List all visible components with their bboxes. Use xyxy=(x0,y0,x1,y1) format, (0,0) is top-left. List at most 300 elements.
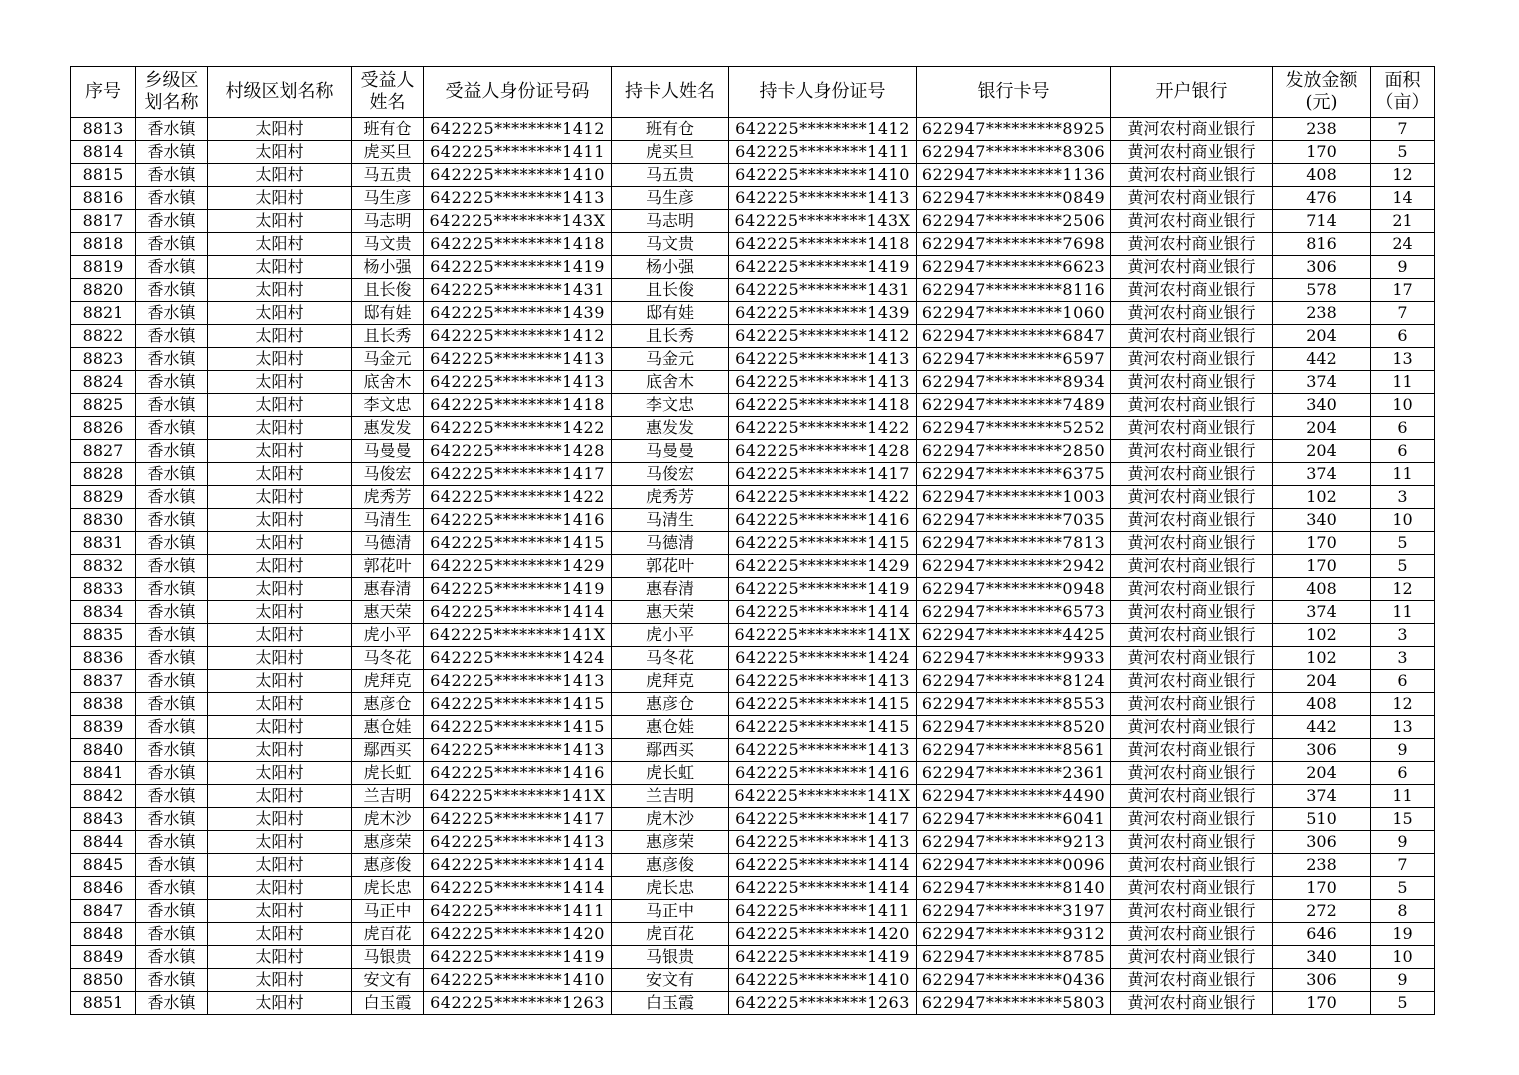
cell-serial: 8813 xyxy=(71,118,136,141)
col-header-area: 面积（亩） xyxy=(1371,67,1435,118)
cell-bank-card: 622947*********4490 xyxy=(917,785,1111,808)
cell-serial: 8842 xyxy=(71,785,136,808)
cell-township: 香水镇 xyxy=(136,647,208,670)
cell-village: 太阳村 xyxy=(208,486,352,509)
cell-village: 太阳村 xyxy=(208,210,352,233)
cell-village: 太阳村 xyxy=(208,440,352,463)
cell-beneficiary-name: 虎买旦 xyxy=(352,141,424,164)
cell-area: 5 xyxy=(1371,555,1435,578)
cell-bank: 黄河农村商业银行 xyxy=(1111,256,1273,279)
cell-area: 11 xyxy=(1371,371,1435,394)
cell-bank: 黄河农村商业银行 xyxy=(1111,279,1273,302)
cell-bank: 黄河农村商业银行 xyxy=(1111,624,1273,647)
cell-bank-card: 622947*********8925 xyxy=(917,118,1111,141)
cell-beneficiary-name: 虎长忠 xyxy=(352,877,424,900)
cell-area: 5 xyxy=(1371,992,1435,1015)
cell-amount: 102 xyxy=(1273,647,1371,670)
cell-beneficiary-name: 杨小强 xyxy=(352,256,424,279)
table-row xyxy=(71,325,1435,348)
cell-beneficiary-name: 且长俊 xyxy=(352,279,424,302)
cell-serial: 8850 xyxy=(71,969,136,992)
cell-bank: 黄河农村商业银行 xyxy=(1111,969,1273,992)
cell-serial: 8833 xyxy=(71,578,136,601)
cell-serial: 8847 xyxy=(71,900,136,923)
cell-village: 太阳村 xyxy=(208,716,352,739)
cell-township: 香水镇 xyxy=(136,923,208,946)
cell-bank: 黄河农村商业银行 xyxy=(1111,854,1273,877)
cell-beneficiary-name: 马志明 xyxy=(352,210,424,233)
cell-serial: 8840 xyxy=(71,739,136,762)
cell-township: 香水镇 xyxy=(136,164,208,187)
cell-beneficiary-name: 马文贵 xyxy=(352,233,424,256)
cell-township: 香水镇 xyxy=(136,555,208,578)
cell-beneficiary-id: 642225********1410 xyxy=(424,969,612,992)
cell-bank-card: 622947*********8553 xyxy=(917,693,1111,716)
cell-serial: 8822 xyxy=(71,325,136,348)
cell-cardholder-name: 虎拜克 xyxy=(612,670,729,693)
cell-bank: 黄河农村商业银行 xyxy=(1111,141,1273,164)
cell-serial: 8821 xyxy=(71,302,136,325)
cell-bank-card: 622947*********3197 xyxy=(917,900,1111,923)
table-row xyxy=(71,141,1435,164)
cell-bank: 黄河农村商业银行 xyxy=(1111,785,1273,808)
cell-beneficiary-name: 马曼曼 xyxy=(352,440,424,463)
cell-cardholder-name: 李文忠 xyxy=(612,394,729,417)
cell-village: 太阳村 xyxy=(208,164,352,187)
cell-beneficiary-name: 马生彦 xyxy=(352,187,424,210)
cell-bank-card: 622947*********5252 xyxy=(917,417,1111,440)
table-row xyxy=(71,164,1435,187)
cell-cardholder-name: 白玉霞 xyxy=(612,992,729,1015)
table-row xyxy=(71,647,1435,670)
cell-area: 19 xyxy=(1371,923,1435,946)
table-row xyxy=(71,279,1435,302)
cell-bank: 黄河农村商业银行 xyxy=(1111,716,1273,739)
cell-serial: 8843 xyxy=(71,808,136,831)
table-row xyxy=(71,900,1435,923)
cell-cardholder-name: 虎小平 xyxy=(612,624,729,647)
cell-cardholder-id: 642225********1417 xyxy=(729,463,917,486)
cell-serial: 8838 xyxy=(71,693,136,716)
cell-township: 香水镇 xyxy=(136,417,208,440)
table-row xyxy=(71,532,1435,555)
cell-serial: 8823 xyxy=(71,348,136,371)
cell-bank: 黄河农村商业银行 xyxy=(1111,900,1273,923)
cell-cardholder-name: 郭花叶 xyxy=(612,555,729,578)
cell-cardholder-name: 兰吉明 xyxy=(612,785,729,808)
cell-bank-card: 622947*********0436 xyxy=(917,969,1111,992)
cell-township: 香水镇 xyxy=(136,187,208,210)
table-row xyxy=(71,486,1435,509)
cell-serial: 8832 xyxy=(71,555,136,578)
cell-bank-card: 622947*********7489 xyxy=(917,394,1111,417)
cell-amount: 170 xyxy=(1273,992,1371,1015)
cell-beneficiary-id: 642225********1414 xyxy=(424,854,612,877)
cell-beneficiary-id: 642225********1263 xyxy=(424,992,612,1015)
cell-bank: 黄河农村商业银行 xyxy=(1111,440,1273,463)
cell-bank: 黄河农村商业银行 xyxy=(1111,578,1273,601)
cell-village: 太阳村 xyxy=(208,854,352,877)
cell-area: 12 xyxy=(1371,693,1435,716)
cell-serial: 8827 xyxy=(71,440,136,463)
cell-beneficiary-id: 642225********1410 xyxy=(424,164,612,187)
cell-village: 太阳村 xyxy=(208,785,352,808)
cell-cardholder-name: 惠春清 xyxy=(612,578,729,601)
cell-beneficiary-id: 642225********1420 xyxy=(424,923,612,946)
cell-beneficiary-id: 642225********1429 xyxy=(424,555,612,578)
cell-amount: 374 xyxy=(1273,785,1371,808)
cell-cardholder-id: 642225********1419 xyxy=(729,578,917,601)
cell-cardholder-id: 642225********1413 xyxy=(729,670,917,693)
cell-bank-card: 622947*********8520 xyxy=(917,716,1111,739)
cell-cardholder-name: 杨小强 xyxy=(612,256,729,279)
cell-bank-card: 622947*********1060 xyxy=(917,302,1111,325)
cell-beneficiary-id: 642225********1412 xyxy=(424,325,612,348)
cell-bank-card: 622947*********8561 xyxy=(917,739,1111,762)
cell-area: 17 xyxy=(1371,279,1435,302)
cell-area: 6 xyxy=(1371,325,1435,348)
cell-village: 太阳村 xyxy=(208,256,352,279)
cell-township: 香水镇 xyxy=(136,371,208,394)
cell-serial: 8816 xyxy=(71,187,136,210)
cell-amount: 408 xyxy=(1273,578,1371,601)
cell-cardholder-name: 安文有 xyxy=(612,969,729,992)
cell-cardholder-name: 马德清 xyxy=(612,532,729,555)
cell-cardholder-name: 虎买旦 xyxy=(612,141,729,164)
cell-beneficiary-name: 马冬花 xyxy=(352,647,424,670)
table-row xyxy=(71,210,1435,233)
cell-village: 太阳村 xyxy=(208,325,352,348)
cell-beneficiary-name: 鄢西买 xyxy=(352,739,424,762)
cell-area: 13 xyxy=(1371,716,1435,739)
cell-bank: 黄河农村商业银行 xyxy=(1111,923,1273,946)
table-row xyxy=(71,877,1435,900)
cell-amount: 374 xyxy=(1273,601,1371,624)
cell-bank-card: 622947*********8785 xyxy=(917,946,1111,969)
cell-amount: 578 xyxy=(1273,279,1371,302)
cell-amount: 238 xyxy=(1273,118,1371,141)
cell-bank: 黄河农村商业银行 xyxy=(1111,647,1273,670)
cell-township: 香水镇 xyxy=(136,325,208,348)
cell-beneficiary-id: 642225********1415 xyxy=(424,693,612,716)
cell-beneficiary-id: 642225********1415 xyxy=(424,716,612,739)
cell-area: 10 xyxy=(1371,394,1435,417)
cell-village: 太阳村 xyxy=(208,739,352,762)
table-row xyxy=(71,693,1435,716)
cell-cardholder-id: 642225********1419 xyxy=(729,946,917,969)
cell-bank: 黄河农村商业银行 xyxy=(1111,486,1273,509)
cell-village: 太阳村 xyxy=(208,371,352,394)
cell-amount: 204 xyxy=(1273,417,1371,440)
cell-cardholder-id: 642225********1414 xyxy=(729,877,917,900)
table-row xyxy=(71,348,1435,371)
table-row xyxy=(71,739,1435,762)
cell-beneficiary-id: 642225********1415 xyxy=(424,532,612,555)
cell-village: 太阳村 xyxy=(208,647,352,670)
cell-village: 太阳村 xyxy=(208,463,352,486)
cell-township: 香水镇 xyxy=(136,210,208,233)
cell-amount: 374 xyxy=(1273,463,1371,486)
cell-cardholder-name: 班有仓 xyxy=(612,118,729,141)
cell-bank: 黄河农村商业银行 xyxy=(1111,831,1273,854)
cell-beneficiary-name: 底舍木 xyxy=(352,371,424,394)
cell-area: 5 xyxy=(1371,877,1435,900)
cell-beneficiary-name: 李文忠 xyxy=(352,394,424,417)
table-row xyxy=(71,118,1435,141)
cell-beneficiary-id: 642225********1416 xyxy=(424,509,612,532)
cell-bank: 黄河农村商业银行 xyxy=(1111,302,1273,325)
cell-beneficiary-name: 马俊宏 xyxy=(352,463,424,486)
cell-cardholder-name: 虎秀芳 xyxy=(612,486,729,509)
col-header-village: 村级区划名称 xyxy=(208,67,352,118)
col-header-serial: 序号 xyxy=(71,67,136,118)
cell-cardholder-name: 马俊宏 xyxy=(612,463,729,486)
cell-beneficiary-name: 兰吉明 xyxy=(352,785,424,808)
cell-area: 7 xyxy=(1371,302,1435,325)
cell-township: 香水镇 xyxy=(136,141,208,164)
cell-village: 太阳村 xyxy=(208,923,352,946)
table-row xyxy=(71,946,1435,969)
cell-area: 6 xyxy=(1371,670,1435,693)
cell-cardholder-id: 642225********141X xyxy=(729,624,917,647)
cell-amount: 442 xyxy=(1273,716,1371,739)
cell-bank: 黄河农村商业银行 xyxy=(1111,371,1273,394)
cell-cardholder-name: 马五贵 xyxy=(612,164,729,187)
cell-cardholder-name: 马志明 xyxy=(612,210,729,233)
cell-beneficiary-id: 642225********1422 xyxy=(424,417,612,440)
cell-bank-card: 622947*********9933 xyxy=(917,647,1111,670)
cell-township: 香水镇 xyxy=(136,900,208,923)
cell-area: 7 xyxy=(1371,854,1435,877)
table-row xyxy=(71,785,1435,808)
cell-village: 太阳村 xyxy=(208,762,352,785)
cell-amount: 204 xyxy=(1273,762,1371,785)
cell-bank-card: 622947*********8306 xyxy=(917,141,1111,164)
cell-area: 9 xyxy=(1371,831,1435,854)
cell-serial: 8828 xyxy=(71,463,136,486)
cell-cardholder-id: 642225********1424 xyxy=(729,647,917,670)
cell-township: 香水镇 xyxy=(136,578,208,601)
cell-village: 太阳村 xyxy=(208,532,352,555)
cell-bank-card: 622947*********2506 xyxy=(917,210,1111,233)
cell-cardholder-id: 642225********1411 xyxy=(729,900,917,923)
cell-beneficiary-id: 642225********1413 xyxy=(424,670,612,693)
col-header-beneficiary-id: 受益人身份证号码 xyxy=(424,67,612,118)
cell-area: 13 xyxy=(1371,348,1435,371)
cell-beneficiary-name: 白玉霞 xyxy=(352,992,424,1015)
cell-amount: 340 xyxy=(1273,509,1371,532)
table-row xyxy=(71,233,1435,256)
cell-area: 15 xyxy=(1371,808,1435,831)
cell-beneficiary-name: 班有仓 xyxy=(352,118,424,141)
cell-township: 香水镇 xyxy=(136,233,208,256)
cell-cardholder-name: 虎长忠 xyxy=(612,877,729,900)
cell-cardholder-name: 惠发发 xyxy=(612,417,729,440)
cell-cardholder-name: 惠彦荣 xyxy=(612,831,729,854)
col-header-township: 乡级区划名称 xyxy=(136,67,208,118)
cell-area: 6 xyxy=(1371,440,1435,463)
cell-cardholder-name: 马金元 xyxy=(612,348,729,371)
cell-beneficiary-name: 虎百花 xyxy=(352,923,424,946)
cell-cardholder-name: 马清生 xyxy=(612,509,729,532)
cell-beneficiary-id: 642225********1414 xyxy=(424,601,612,624)
cell-serial: 8834 xyxy=(71,601,136,624)
cell-bank-card: 622947*********6623 xyxy=(917,256,1111,279)
cell-bank-card: 622947*********8124 xyxy=(917,670,1111,693)
cell-cardholder-name: 马生彦 xyxy=(612,187,729,210)
cell-township: 香水镇 xyxy=(136,601,208,624)
cell-village: 太阳村 xyxy=(208,624,352,647)
cell-bank-card: 622947*********2850 xyxy=(917,440,1111,463)
cell-bank: 黄河农村商业银行 xyxy=(1111,509,1273,532)
cell-beneficiary-name: 虎长虹 xyxy=(352,762,424,785)
cell-area: 9 xyxy=(1371,739,1435,762)
table-row xyxy=(71,256,1435,279)
cell-cardholder-id: 642225********1416 xyxy=(729,509,917,532)
cell-cardholder-id: 642225********1412 xyxy=(729,118,917,141)
cell-township: 香水镇 xyxy=(136,670,208,693)
cell-serial: 8836 xyxy=(71,647,136,670)
cell-beneficiary-id: 642225********1417 xyxy=(424,808,612,831)
cell-cardholder-id: 642225********1428 xyxy=(729,440,917,463)
cell-area: 3 xyxy=(1371,486,1435,509)
cell-cardholder-id: 642225********1263 xyxy=(729,992,917,1015)
cell-beneficiary-id: 642225********141X xyxy=(424,624,612,647)
cell-bank: 黄河农村商业银行 xyxy=(1111,670,1273,693)
cell-village: 太阳村 xyxy=(208,900,352,923)
cell-bank: 黄河农村商业银行 xyxy=(1111,118,1273,141)
cell-serial: 8839 xyxy=(71,716,136,739)
cell-bank-card: 622947*********7035 xyxy=(917,509,1111,532)
cell-township: 香水镇 xyxy=(136,739,208,762)
cell-area: 11 xyxy=(1371,785,1435,808)
cell-serial: 8825 xyxy=(71,394,136,417)
cell-area: 11 xyxy=(1371,601,1435,624)
cell-beneficiary-name: 惠彦俊 xyxy=(352,854,424,877)
cell-village: 太阳村 xyxy=(208,233,352,256)
cell-township: 香水镇 xyxy=(136,762,208,785)
cell-beneficiary-name: 马德清 xyxy=(352,532,424,555)
cell-cardholder-id: 642225********1413 xyxy=(729,371,917,394)
cell-beneficiary-id: 642225********1431 xyxy=(424,279,612,302)
cell-cardholder-id: 642225********1414 xyxy=(729,601,917,624)
cell-township: 香水镇 xyxy=(136,877,208,900)
cell-bank: 黄河农村商业银行 xyxy=(1111,762,1273,785)
cell-cardholder-name: 马曼曼 xyxy=(612,440,729,463)
cell-beneficiary-name: 马五贵 xyxy=(352,164,424,187)
cell-cardholder-id: 642225********1422 xyxy=(729,417,917,440)
cell-amount: 170 xyxy=(1273,555,1371,578)
cell-beneficiary-name: 邸有娃 xyxy=(352,302,424,325)
cell-beneficiary-id: 642225********1439 xyxy=(424,302,612,325)
cell-cardholder-id: 642225********1413 xyxy=(729,739,917,762)
cell-beneficiary-name: 惠彦荣 xyxy=(352,831,424,854)
cell-serial: 8835 xyxy=(71,624,136,647)
cell-amount: 102 xyxy=(1273,624,1371,647)
cell-cardholder-name: 惠天荣 xyxy=(612,601,729,624)
cell-serial: 8819 xyxy=(71,256,136,279)
table-row xyxy=(71,417,1435,440)
cell-bank-card: 622947*********9213 xyxy=(917,831,1111,854)
cell-bank: 黄河农村商业银行 xyxy=(1111,210,1273,233)
cell-beneficiary-id: 642225********1424 xyxy=(424,647,612,670)
cell-bank-card: 622947*********6041 xyxy=(917,808,1111,831)
cell-serial: 8841 xyxy=(71,762,136,785)
cell-amount: 374 xyxy=(1273,371,1371,394)
cell-beneficiary-id: 642225********1419 xyxy=(424,946,612,969)
cell-township: 香水镇 xyxy=(136,624,208,647)
cell-cardholder-id: 642225********1439 xyxy=(729,302,917,325)
cell-serial: 8830 xyxy=(71,509,136,532)
cell-cardholder-name: 马正中 xyxy=(612,900,729,923)
cell-bank: 黄河农村商业银行 xyxy=(1111,463,1273,486)
cell-village: 太阳村 xyxy=(208,509,352,532)
cell-beneficiary-name: 惠仓娃 xyxy=(352,716,424,739)
cell-area: 5 xyxy=(1371,141,1435,164)
cell-cardholder-id: 642225********1415 xyxy=(729,716,917,739)
cell-area: 9 xyxy=(1371,969,1435,992)
col-header-amount: 发放金额(元) xyxy=(1273,67,1371,118)
table-row xyxy=(71,578,1435,601)
cell-beneficiary-id: 642225********141X xyxy=(424,785,612,808)
col-header-bank: 开户银行 xyxy=(1111,67,1273,118)
cell-beneficiary-name: 安文有 xyxy=(352,969,424,992)
cell-beneficiary-id: 642225********1414 xyxy=(424,877,612,900)
cell-beneficiary-id: 642225********1413 xyxy=(424,739,612,762)
cell-cardholder-id: 642225********1415 xyxy=(729,532,917,555)
cell-amount: 306 xyxy=(1273,739,1371,762)
table-row xyxy=(71,509,1435,532)
cell-village: 太阳村 xyxy=(208,118,352,141)
cell-cardholder-name: 且长俊 xyxy=(612,279,729,302)
cell-bank: 黄河农村商业银行 xyxy=(1111,601,1273,624)
cell-bank-card: 622947*********6573 xyxy=(917,601,1111,624)
cell-cardholder-id: 642225********1410 xyxy=(729,969,917,992)
cell-beneficiary-id: 642225********1412 xyxy=(424,118,612,141)
cell-cardholder-id: 642225********1413 xyxy=(729,187,917,210)
cell-bank-card: 622947*********0096 xyxy=(917,854,1111,877)
cell-area: 6 xyxy=(1371,762,1435,785)
cell-cardholder-id: 642225********1417 xyxy=(729,808,917,831)
cell-amount: 238 xyxy=(1273,302,1371,325)
cell-area: 5 xyxy=(1371,532,1435,555)
cell-amount: 306 xyxy=(1273,831,1371,854)
cell-amount: 714 xyxy=(1273,210,1371,233)
cell-beneficiary-id: 642225********1413 xyxy=(424,348,612,371)
cell-bank: 黄河农村商业银行 xyxy=(1111,417,1273,440)
cell-cardholder-id: 642225********1410 xyxy=(729,164,917,187)
table-row xyxy=(71,440,1435,463)
cell-village: 太阳村 xyxy=(208,417,352,440)
cell-serial: 8824 xyxy=(71,371,136,394)
cell-beneficiary-name: 惠发发 xyxy=(352,417,424,440)
cell-cardholder-id: 642225********1420 xyxy=(729,923,917,946)
cell-bank: 黄河农村商业银行 xyxy=(1111,164,1273,187)
cell-serial: 8846 xyxy=(71,877,136,900)
cell-area: 12 xyxy=(1371,164,1435,187)
cell-township: 香水镇 xyxy=(136,532,208,555)
cell-serial: 8829 xyxy=(71,486,136,509)
cell-beneficiary-id: 642225********1419 xyxy=(424,256,612,279)
cell-village: 太阳村 xyxy=(208,670,352,693)
cell-beneficiary-id: 642225********1417 xyxy=(424,463,612,486)
cell-bank: 黄河农村商业银行 xyxy=(1111,532,1273,555)
cell-township: 香水镇 xyxy=(136,785,208,808)
cell-township: 香水镇 xyxy=(136,118,208,141)
cell-beneficiary-id: 642225********1411 xyxy=(424,900,612,923)
cell-serial: 8837 xyxy=(71,670,136,693)
cell-village: 太阳村 xyxy=(208,693,352,716)
